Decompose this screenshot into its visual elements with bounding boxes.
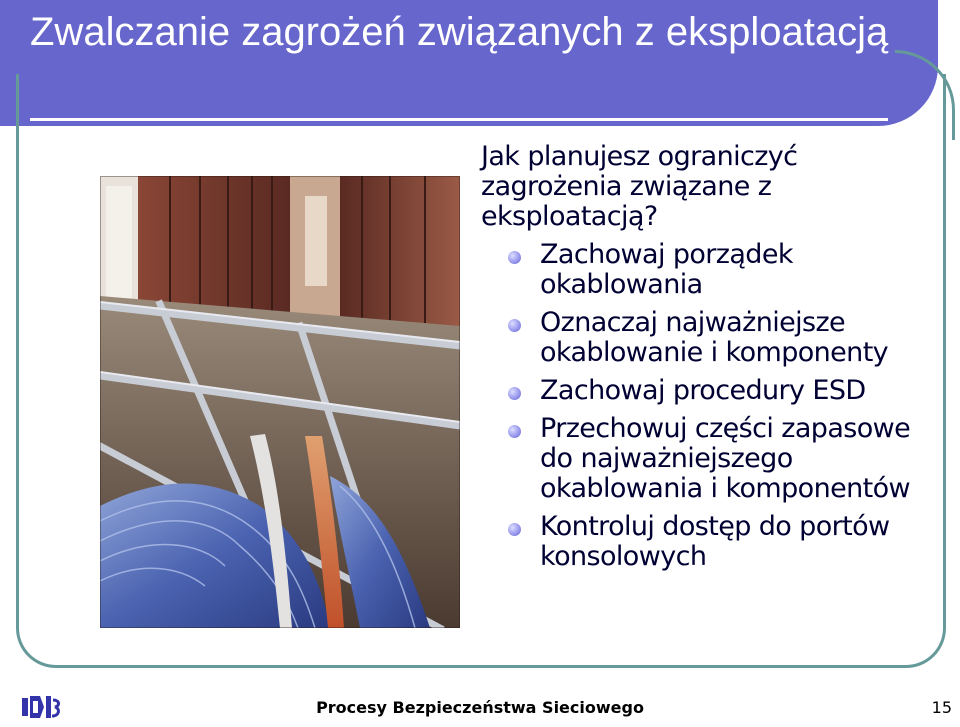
footer-text: Procesy Bezpieczeństwa Sieciowego xyxy=(316,698,644,717)
bullet-text: Przechowuj części zapasowe do najważniejszego okablowania i komponentów xyxy=(540,413,911,504)
bullet-text: Oznaczaj najważniejsze okablowanie i komponenty xyxy=(540,307,889,368)
bullet-item xyxy=(508,308,938,368)
bullet-text: Zachowaj procedury ESD xyxy=(540,375,866,406)
bullet-item xyxy=(508,240,938,300)
bullet-item xyxy=(508,376,938,406)
bullet-dot-icon xyxy=(508,523,521,536)
server-room-photo xyxy=(100,176,460,628)
slide-title: Zwalczanie zagrożeń związanych z eksploatacją xyxy=(30,10,889,54)
bullet-dot-icon xyxy=(508,319,521,332)
bullet-dot-icon xyxy=(508,425,521,438)
bullet-dot-icon xyxy=(508,387,521,400)
bullet-dot-icon xyxy=(508,251,521,264)
photo-corridor-light xyxy=(305,196,327,286)
page-number: 15 xyxy=(931,698,952,717)
bullet-item xyxy=(508,512,938,572)
bullet-text: Kontroluj dostęp do portów konsolowych xyxy=(540,511,890,572)
lead-question: Jak planujesz ograniczyć zagrożenia związane z eksploatacją? xyxy=(481,141,798,232)
frame-corner-decoration xyxy=(895,50,955,140)
bullet-list xyxy=(508,240,938,580)
bullet-text: Zachowaj porządek okablowania xyxy=(540,239,793,300)
bullet-item xyxy=(508,414,938,504)
